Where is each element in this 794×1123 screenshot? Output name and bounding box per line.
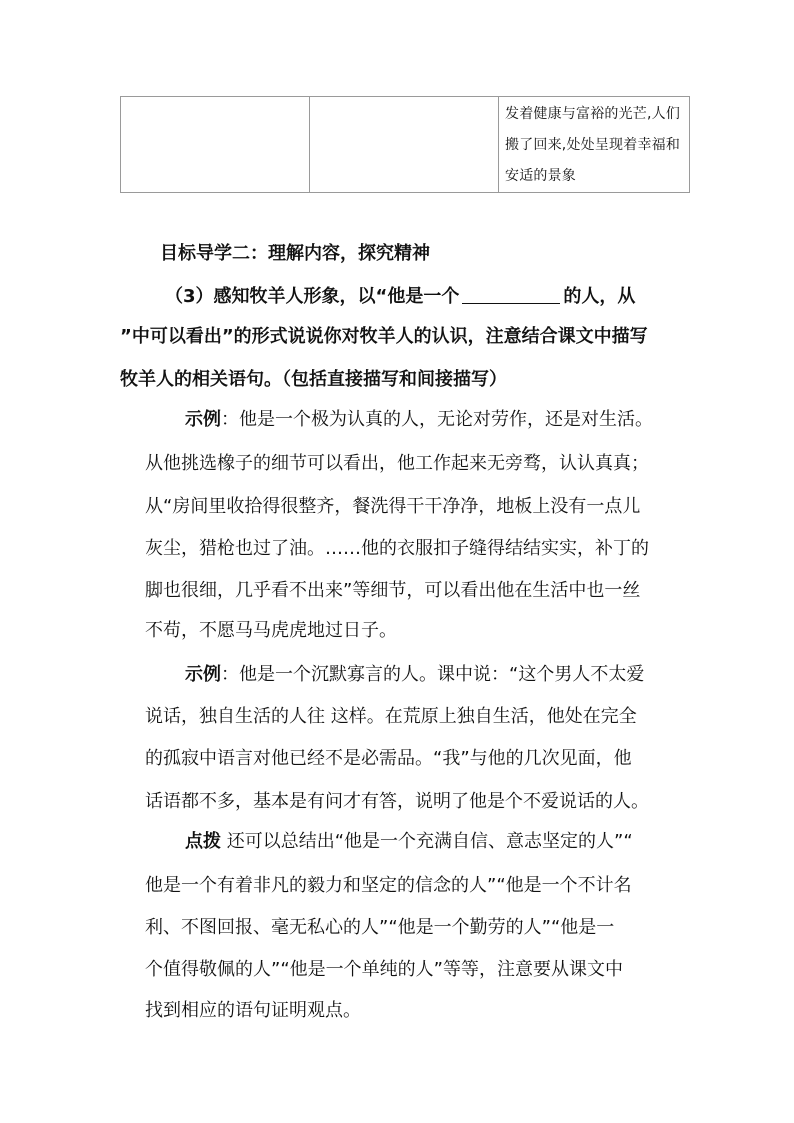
example1-line-1 — [185, 408, 653, 432]
table-cell-empty-2 — [310, 97, 499, 193]
tip-line: 找到相应的语句证明观点。 — [145, 1000, 361, 1021]
question-text-b: 的人，从 — [563, 286, 636, 307]
cell-line: 发着健康与富裕的光芒,人们 — [505, 106, 681, 122]
question-line-2: ”中可以看出”的形式说说你对牧羊人的认识，注意结合课文中描写 — [120, 326, 648, 347]
fill-blank — [462, 285, 560, 304]
example-label: 示例 — [185, 664, 221, 685]
example-label: 示例 — [185, 409, 221, 430]
cell-line: 安适的景象 — [505, 168, 576, 184]
example2-line: 话语都不多，基本是有问才有答，说明了他是个不爱说话的人。 — [145, 791, 649, 812]
example1-line: 从他挑选橡子的细节可以看出，他工作起来无旁骛，认认真真； — [145, 453, 649, 474]
section-heading: 目标导学二：理解内容，探究精神 — [160, 243, 430, 264]
cell-line: 搬了回来,处处呈现着幸福和 — [505, 137, 681, 153]
example1-line: 脚也很细，几乎看不出来”等细节，可以看出他在生活中也一丝 — [145, 580, 641, 601]
tip-line: 他是一个有着非凡的毅力和坚定的信念的人”“他是一个不计名 — [145, 875, 632, 896]
tip-line: 个值得敬佩的人”“他是一个单纯的人”等等，注意要从课文中 — [145, 959, 623, 980]
tip-label: 点拨 — [185, 831, 221, 852]
table-row — [121, 97, 690, 193]
table-cell-empty-1 — [121, 97, 310, 193]
tip-line: 利、不图回报、毫无私心的人”“他是一个勤劳的人”“他是一 — [145, 917, 615, 938]
example1-line: 不苟，不愿马马虎虎地过日子。 — [145, 620, 397, 641]
tip-text: 还可以总结出“他是一个充满自信、意志坚定的人”“ — [221, 831, 633, 852]
example2-line-1 — [185, 663, 644, 687]
continuation-table — [120, 96, 690, 193]
example2-line: 说话，独自生活的人往 这样。在荒原上独自生活，他处在完全 — [145, 706, 637, 727]
example-text: ：他是一个极为认真的人，无论对劳作，还是对生活。 — [221, 409, 653, 430]
question-line-3: 牧羊人的相关语句。（包括直接描写和间接描写） — [120, 369, 507, 390]
tip-line-1 — [185, 830, 633, 854]
example1-line: 灰尘，猎枪也过了油。……他的衣服扣子缝得结结实实，补丁的 — [145, 538, 649, 559]
example-text: ：他是一个沉默寡言的人。课中说：“这个男人不太爱 — [221, 664, 645, 685]
example1-line: 从“房间里收拾得很整齐，餐洗得干干净净，地板上没有一点儿 — [145, 496, 641, 517]
question-line-1 — [165, 285, 635, 309]
question-text-a: （3）感知牧羊人形象，以“他是一个 — [165, 286, 460, 307]
table-cell-text — [499, 97, 690, 193]
example2-line: 的孤寂中语言对他已经不是必需品。“我”与他的几次见面，他 — [145, 748, 632, 769]
